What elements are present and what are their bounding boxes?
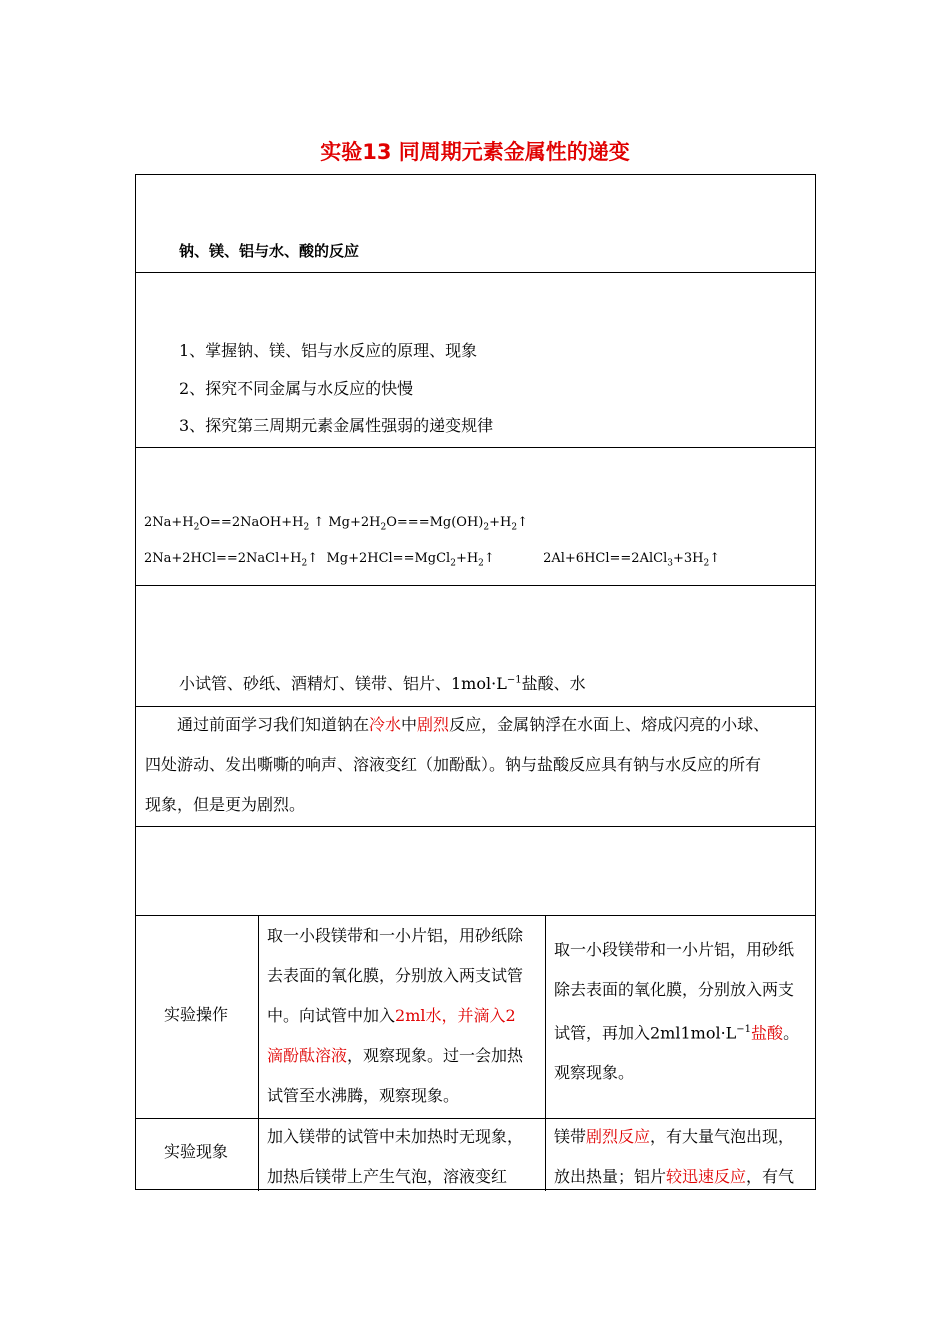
objective-item: 1、掌握钠、镁、铝与水反应的原理、现象 [179,341,478,360]
materials-list: 小试管、砂纸、酒精灯、镁带、铝片、$1mol\cdot L^{-1}$盐酸、水 [179,674,586,693]
row-divider [136,447,815,448]
observation-acid: 镁带剧烈反应，有大量气泡出现， 放出热量；铝片较迅速反应，有气 [554,1127,795,1186]
objective-item: 3、探究第三周期元素金属性强弱的递变规律 [179,416,494,435]
experiment-table [135,174,816,1190]
row-divider [136,826,815,827]
column-divider [258,915,259,1191]
intro-paragraph: 通过前面学习我们知道钠在冷水中剧烈反应，金属钠浮在水面上、熔成闪亮的小球、 四处游动、发出嘶嘶的响声、溶液变红（加酚酞）。钠与盐酸反应具有钠与水反应的所有 现象，但是更为剧烈。 [145,715,770,814]
row-label-observation: 实验现象 [164,1142,229,1161]
section-heading: 钠、镁、铝与水、酸的反应 [179,242,360,260]
row-divider [136,272,815,273]
equation-line-2: $2Na+2HCl==2NaCl+H_2↑$ $Mg+2HCl==MgCl_2+H_2↑$ $2Al+6HCl==2AlCl_3+3H_2↑$ [144,551,721,569]
objective-item: 2、探究不同金属与水反应的快慢 [179,379,414,398]
row-label-operation: 实验操作 [164,1005,229,1024]
equation-line-1: $2Na+H_2O==2NaOH+H_2$ ↑ $Mg+2H_2O===Mg(OH)_2+H_2↑$ [144,515,528,533]
operation-water: 取一小段镁带和一小片铝，用砂纸除 去表面的氧化膜，分别放入两支试管 中。向试管中加入2ml水，并滴入2 滴酚酞溶液，观察现象。过一会加热 试管至水沸腾，观察现象。 [267,926,524,1105]
row-divider [136,585,815,586]
operation-acid: 取一小段镁带和一小片铝，用砂纸 除去表面的氧化膜，分别放入两支 试管，再加入$2ml1mol\cdot L^{-1}$盐酸。 观察现象。 [554,940,800,1083]
page-title: 实验13 同周期元素金属性的递变 [320,140,630,164]
observation-water: 加入镁带的试管中未加热时无现象， 加热后镁带上产生气泡，溶液变红 [267,1127,524,1186]
column-divider [545,915,546,1191]
